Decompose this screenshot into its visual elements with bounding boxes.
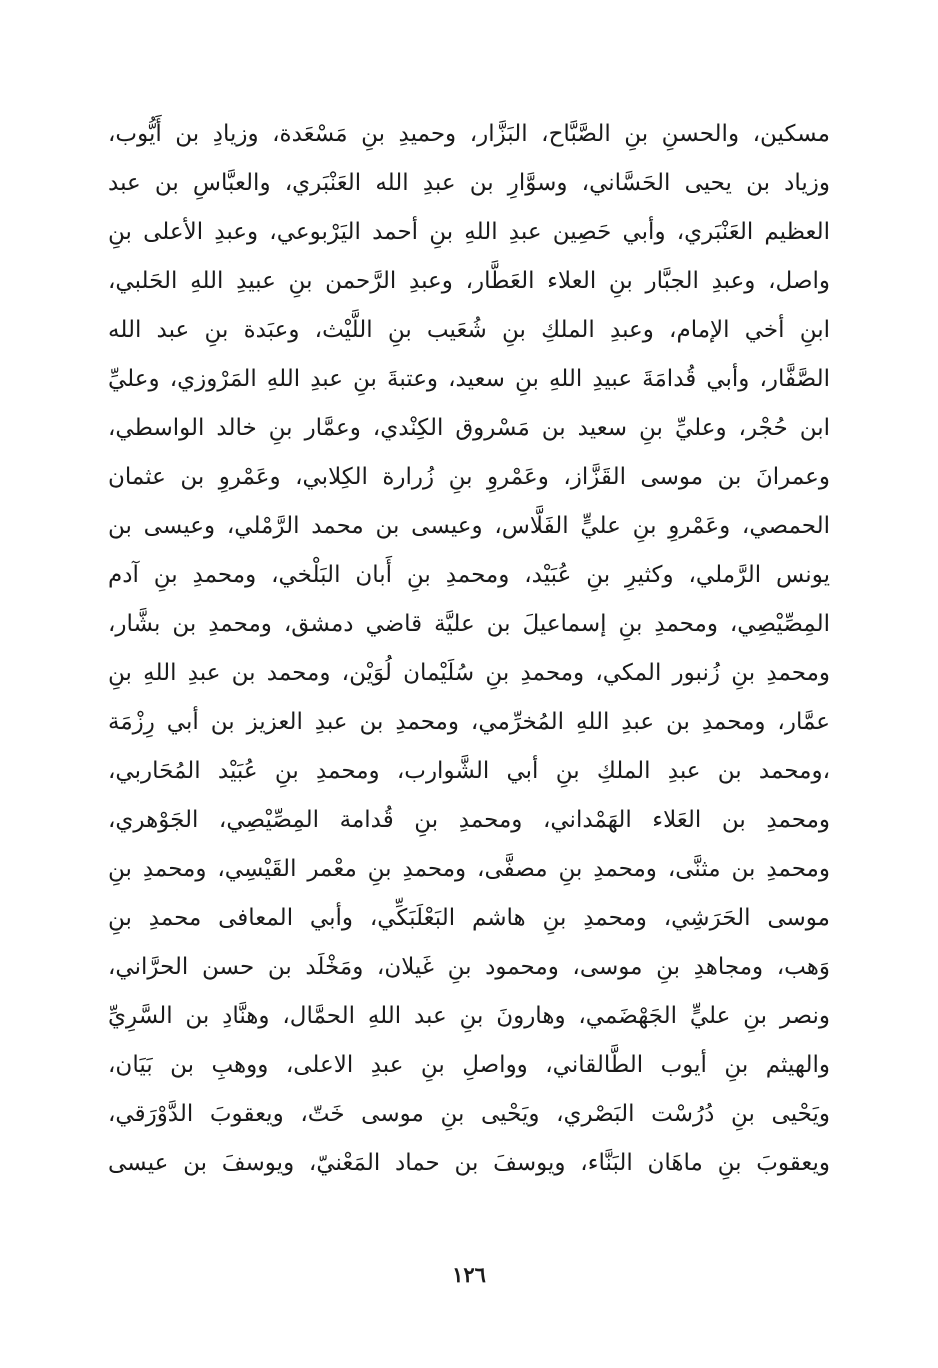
text-line: ويعقوبَ بنِ ماهَان البَنَّاء، ويوسفَ بن حماد المَعْنيّ، ويوسفَ بن عيسى bbox=[108, 1150, 830, 1176]
text-line: ونصر بنِ عليٍّ الجَهْضَمي، وهارونَ بنِ عبد اللهِ الحمَّال، وهنَّادِ بن السَّرِيِّ bbox=[108, 1003, 830, 1029]
text-line: مسكين، والحسنِ بنِ الصَّبَّاح، البَزَّار، وحميدِ بنِ مَسْعَدة، وزيادِ بن أَيُّوب، bbox=[108, 121, 830, 147]
text-line: يونس الرَّملي، وكثيرِ بنِ عُبَيْد، ومحمدِ بنِ أَبان البَلْخي، ومحمدِ بنِ آدم bbox=[108, 562, 830, 588]
text-line: ومحمدِ بن العَلاء الهَمْداني، ومحمدِ بنِ قُدامة المِصِّيْصِي، الجَوْهري، bbox=[108, 807, 830, 833]
text-line: الصَّفَّار، وأبي قُدامَةَ عبيدِ اللهِ بنِ سعيد، وعتبةَ بنِ عبدِ اللهِ المَرْوزي، وعليِّ bbox=[108, 366, 830, 392]
text-line: العظيم العَنْبَري، وأبي حَصِين عبدِ اللهِ بنِ أحمد اليَرْبوعي، وعبدِ الأعلى بنِ bbox=[108, 219, 830, 245]
text-line: وعمرانَ بن موسى القَزَّاز، وعَمْروِ بنِ زُرارة الكِلابي، وعَمْروِ بن عثمان bbox=[108, 464, 830, 490]
text-line: ابن حُجْر، وعليِّ بنِ سعيد بن مَسْروق الكِنْدي، وعمَّار بنِ خالد الواسطي، bbox=[108, 415, 830, 441]
text-line: المِصِّيْصِي، ومحمدِ بنِ إسماعيلَ بن عليَّة قاضي دمشق، ومحمدِ بن بشَّار، bbox=[108, 611, 830, 637]
body-text bbox=[108, 110, 830, 1188]
text-line: ومحمدِ بنِ زُنبور المكي، ومحمدِ بنِ سُلَيْمان لُوَيْن، ومحمد بن عبدِ اللهِ بنِ bbox=[108, 660, 830, 686]
text-line: الحمصي، وعَمْروِ بنِ عليٍّ الفَلَّاس، وعيسى بن محمد الرَّمْلي، وعيسى بن bbox=[108, 513, 830, 539]
text-line: ابنِ أخي الإمام، وعبدِ الملكِ بنِ شُعَيب بنِ اللَّيْث، وعبَدة بنِ عبد الله bbox=[108, 317, 830, 343]
text-line: ،ومحمد بن عبدِ الملكِ بنِ أبي الشَّوارب، ومحمدِ بنِ عُبَيْد المُحَاربي، bbox=[108, 758, 830, 784]
text-line: واصل، وعبدِ الجبَّار بنِ العلاء العَطَّار، وعبدِ الرَّحمن بنِ عبيدِ اللهِ الحَلبي، bbox=[108, 268, 830, 294]
text-line: موسى الحَرَشِي، ومحمدِ بنِ هاشم البَعْلَبَكِّي، وأبي المعافى محمدِ بنِ bbox=[108, 905, 830, 931]
text-line: عمَّار، ومحمدِ بن عبدِ اللهِ المُخرِّمي، ومحمدِ بن عبدِ العزيز بن أبي رِزْمَة bbox=[108, 709, 830, 735]
text-line: وزياد بن يحيى الحَسَّاني، وسوَّارِ بن عبدِ الله العَنْبَري، والعبَّاسِ بن عبد bbox=[108, 170, 830, 196]
page-number: ١٢٦ bbox=[452, 1262, 486, 1287]
text-line: ويَحْيى بنِ دُرُسْت البَصْري، ويَحْيى بنِ موسى خَتّ، ويعقوبَ الدَّوْرَقي، bbox=[108, 1101, 830, 1127]
text-line: ومحمدِ بن مثنَّى، ومحمدِ بنِ مصفَّى، ومحمدِ بنِ معْمر القَيْسِي، ومحمدِ بنِ bbox=[108, 856, 830, 882]
text-line: والهيثم بنِ أيوب الطَّالقاني، وواصلِ بنِ عبدِ الاعلى، ووهبِ بن بَيَان، bbox=[108, 1052, 830, 1078]
text-line: وَهب، ومجاهدِ بنِ موسى، ومحمود بنِ غَيلان، ومَخْلَد بن حسن الحرَّاني، bbox=[108, 954, 830, 980]
